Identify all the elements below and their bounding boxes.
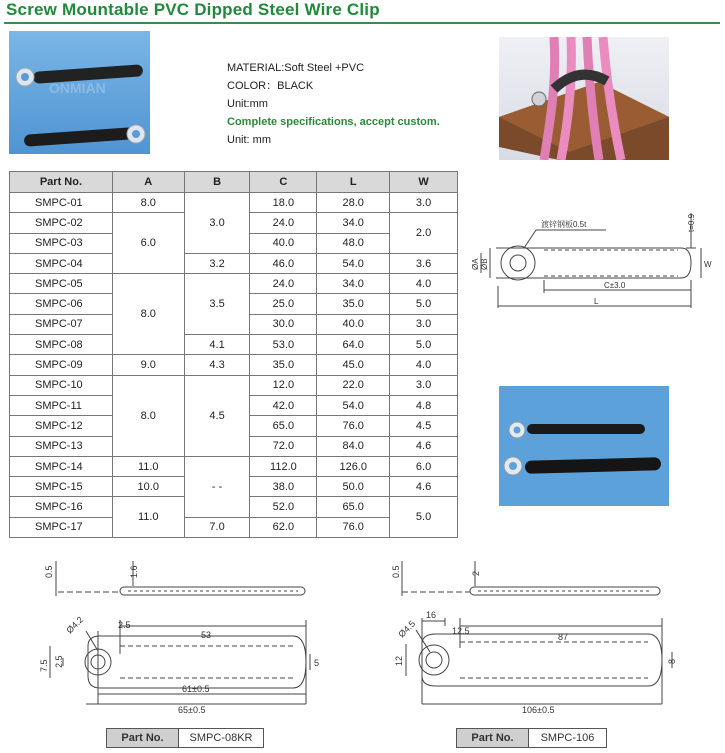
- part-no-value: SMPC-106: [540, 732, 595, 744]
- table-row: [10, 375, 458, 395]
- hole-dia-label: Ø4.5: [396, 618, 418, 640]
- w-label: W: [704, 260, 712, 269]
- table-cell: 35.0: [250, 355, 317, 375]
- table-cell: 2.0: [390, 213, 458, 254]
- table-cell: SMPC-08: [10, 335, 113, 355]
- table-cell: 4.6: [390, 477, 458, 497]
- photo-watermark: ONMIAN: [49, 80, 106, 96]
- table-row: [10, 355, 458, 375]
- table-cell: SMPC-03: [10, 233, 113, 253]
- screw: [532, 92, 546, 106]
- table-cell: 48.0: [317, 233, 390, 253]
- hole-dia-label: Ø4.2: [64, 614, 86, 636]
- table-cell: SMPC-10: [10, 375, 113, 395]
- table-cell: 4.0: [390, 274, 458, 294]
- unit-text: Unit:mm: [227, 98, 268, 110]
- table-cell: SMPC-11: [10, 395, 113, 415]
- drawing-smpc-106: [390, 556, 690, 716]
- height-label: 12: [394, 655, 404, 666]
- table-cell: 45.0: [317, 355, 390, 375]
- table-cell: 50.0: [317, 477, 390, 497]
- col-header-c: C: [250, 172, 317, 193]
- table-cell: 84.0: [317, 436, 390, 456]
- width-label: 5: [314, 658, 320, 668]
- table-cell: SMPC-14: [10, 456, 113, 476]
- col-header-a: A: [112, 172, 184, 193]
- table-cell: SMPC-13: [10, 436, 113, 456]
- l-label: L: [594, 297, 599, 306]
- table-cell: 76.0: [317, 416, 390, 436]
- table-row: [10, 456, 458, 476]
- length-label: 53: [201, 630, 212, 640]
- table-cell: 53.0: [250, 335, 317, 355]
- table-cell: 62.0: [250, 517, 317, 537]
- color-text: COLOR：BLACK: [227, 80, 314, 92]
- table-row: [10, 274, 458, 294]
- table-cell: 40.0: [317, 314, 390, 334]
- product-photo-clips: [9, 31, 150, 154]
- table-cell: 54.0: [317, 395, 390, 415]
- table-cell: 3.0: [390, 314, 458, 334]
- total-label: 61±0.5: [182, 684, 210, 694]
- table-cell: 3.6: [390, 253, 458, 273]
- table-cell: SMPC-15: [10, 477, 113, 497]
- table-cell: 112.0: [250, 456, 317, 476]
- table-cell: 3.5: [184, 274, 250, 335]
- table-cell: 46.0: [250, 253, 317, 273]
- width-label: 8: [667, 658, 677, 664]
- table-cell: 10.0: [112, 477, 184, 497]
- clip-outline: [496, 248, 691, 278]
- product-photo-clips-2: [499, 386, 669, 506]
- table-cell: 4.0: [390, 355, 458, 375]
- table-cell: 30.0: [250, 314, 317, 334]
- part-no-value: SMPC-08KR: [189, 732, 253, 744]
- table-cell: 52.0: [250, 497, 317, 517]
- part-no-box-1: [106, 728, 264, 748]
- part-no-label: Part No.: [457, 729, 529, 747]
- material-text: MATERIAL:Soft Steel +PVC: [227, 62, 365, 74]
- title-divider: [4, 22, 720, 24]
- table-cell: 34.0: [317, 213, 390, 233]
- table-cell: 11.0: [112, 497, 184, 538]
- table-cell: 3.2: [184, 253, 250, 273]
- plating-note: 渡锌钢板0.5t: [541, 220, 587, 229]
- t-label: t=0.9: [687, 213, 696, 232]
- product-info: [227, 59, 440, 149]
- table-cell: SMPC-17: [10, 517, 113, 537]
- table-cell: SMPC-12: [10, 416, 113, 436]
- spec-drawing: [466, 208, 721, 318]
- wire-label: 2: [471, 570, 481, 576]
- table-cell: 34.0: [317, 274, 390, 294]
- table-cell: 65.0: [317, 497, 390, 517]
- table-cell: 8.0: [112, 193, 184, 213]
- custom-text: Complete specifications, accept custom.: [227, 116, 440, 128]
- table-cell: 22.0: [317, 375, 390, 395]
- table-cell: 3.0: [390, 193, 458, 213]
- table-cell: 4.6: [390, 436, 458, 456]
- table-cell: 5.0: [390, 294, 458, 314]
- table-cell: 65.0: [250, 416, 317, 436]
- table-cell: 40.0: [250, 233, 317, 253]
- table-cell: 6.0: [112, 213, 184, 274]
- col-header-b: B: [184, 172, 250, 193]
- table-cell: 28.0: [317, 193, 390, 213]
- table-cell: 64.0: [317, 335, 390, 355]
- table-cell: SMPC-02: [10, 213, 113, 233]
- c-label: C±3.0: [604, 281, 626, 290]
- col-header-part: Part No.: [10, 172, 113, 193]
- table-cell: 3.0: [184, 193, 250, 254]
- offset-label: 2.5: [118, 620, 131, 630]
- table-cell: SMPC-01: [10, 193, 113, 213]
- page-title: Screw Mountable PVC Dipped Steel Wire Clip: [6, 0, 380, 19]
- table-cell: SMPC-16: [10, 497, 113, 517]
- table-cell: SMPC-07: [10, 314, 113, 334]
- table-cell: 4.3: [184, 355, 250, 375]
- total-label: 106±0.5: [522, 705, 555, 715]
- height-label-2: 2.5: [54, 655, 64, 668]
- table-cell: SMPC-04: [10, 253, 113, 273]
- table-cell: SMPC-05: [10, 274, 113, 294]
- table-cell: 72.0: [250, 436, 317, 456]
- table-cell: 4.5: [184, 375, 250, 456]
- table-cell: 4.8: [390, 395, 458, 415]
- table-row: [10, 193, 458, 213]
- offset-label: 16: [426, 610, 437, 620]
- product-photo-installed: [499, 37, 669, 160]
- table-cell: 4.5: [390, 416, 458, 436]
- table-cell: 9.0: [112, 355, 184, 375]
- table-cell: 38.0: [250, 477, 317, 497]
- table-cell: 11.0: [112, 456, 184, 476]
- table-cell: 35.0: [317, 294, 390, 314]
- spec-table: [9, 171, 458, 538]
- total-label-2: 65±0.5: [178, 705, 206, 715]
- part-no-box-2: [456, 728, 607, 748]
- table-cell: 42.0: [250, 395, 317, 415]
- table-cell: 25.0: [250, 294, 317, 314]
- table-cell: 5.0: [390, 335, 458, 355]
- table-cell: 6.0: [390, 456, 458, 476]
- col-header-w: W: [390, 172, 458, 193]
- table-cell: 12.0: [250, 375, 317, 395]
- table-row: [10, 253, 458, 273]
- table-cell: SMPC-06: [10, 294, 113, 314]
- wire-label: 1.6: [129, 565, 139, 578]
- clip-image-bottom: [24, 125, 145, 147]
- height-label: 7.5: [39, 659, 49, 672]
- table-cell: 8.0: [112, 375, 184, 456]
- table-cell: 24.0: [250, 274, 317, 294]
- unit-text-2: Unit: mm: [227, 134, 271, 146]
- dim-a-label: ØA: [471, 258, 480, 270]
- table-cell: 24.0: [250, 213, 317, 233]
- table-cell: 4.1: [184, 335, 250, 355]
- table-cell: SMPC-09: [10, 355, 113, 375]
- table-cell: 3.0: [390, 375, 458, 395]
- table-cell: 126.0: [317, 456, 390, 476]
- table-header-row: [10, 172, 458, 193]
- table-cell: 8.0: [112, 274, 184, 355]
- table-row: [10, 335, 458, 355]
- table-cell: 18.0: [250, 193, 317, 213]
- drawing-smpc-08kr: [38, 556, 338, 716]
- dim-b-label: ØB: [480, 258, 489, 270]
- clip-short: [527, 424, 645, 434]
- part-no-label: Part No.: [107, 729, 179, 747]
- length-label: 87: [558, 632, 569, 642]
- table-cell: 7.0: [184, 517, 250, 537]
- col-header-l: L: [317, 172, 390, 193]
- thickness-label: 0.5: [44, 565, 54, 578]
- clip-long: [525, 457, 661, 474]
- offset-label-2: 12.5: [452, 626, 470, 636]
- table-cell: 54.0: [317, 253, 390, 273]
- table-cell: 5.0: [390, 497, 458, 538]
- table-cell: - -: [184, 456, 250, 517]
- thickness-label: 0.5: [391, 565, 401, 578]
- table-cell: 76.0: [317, 517, 390, 537]
